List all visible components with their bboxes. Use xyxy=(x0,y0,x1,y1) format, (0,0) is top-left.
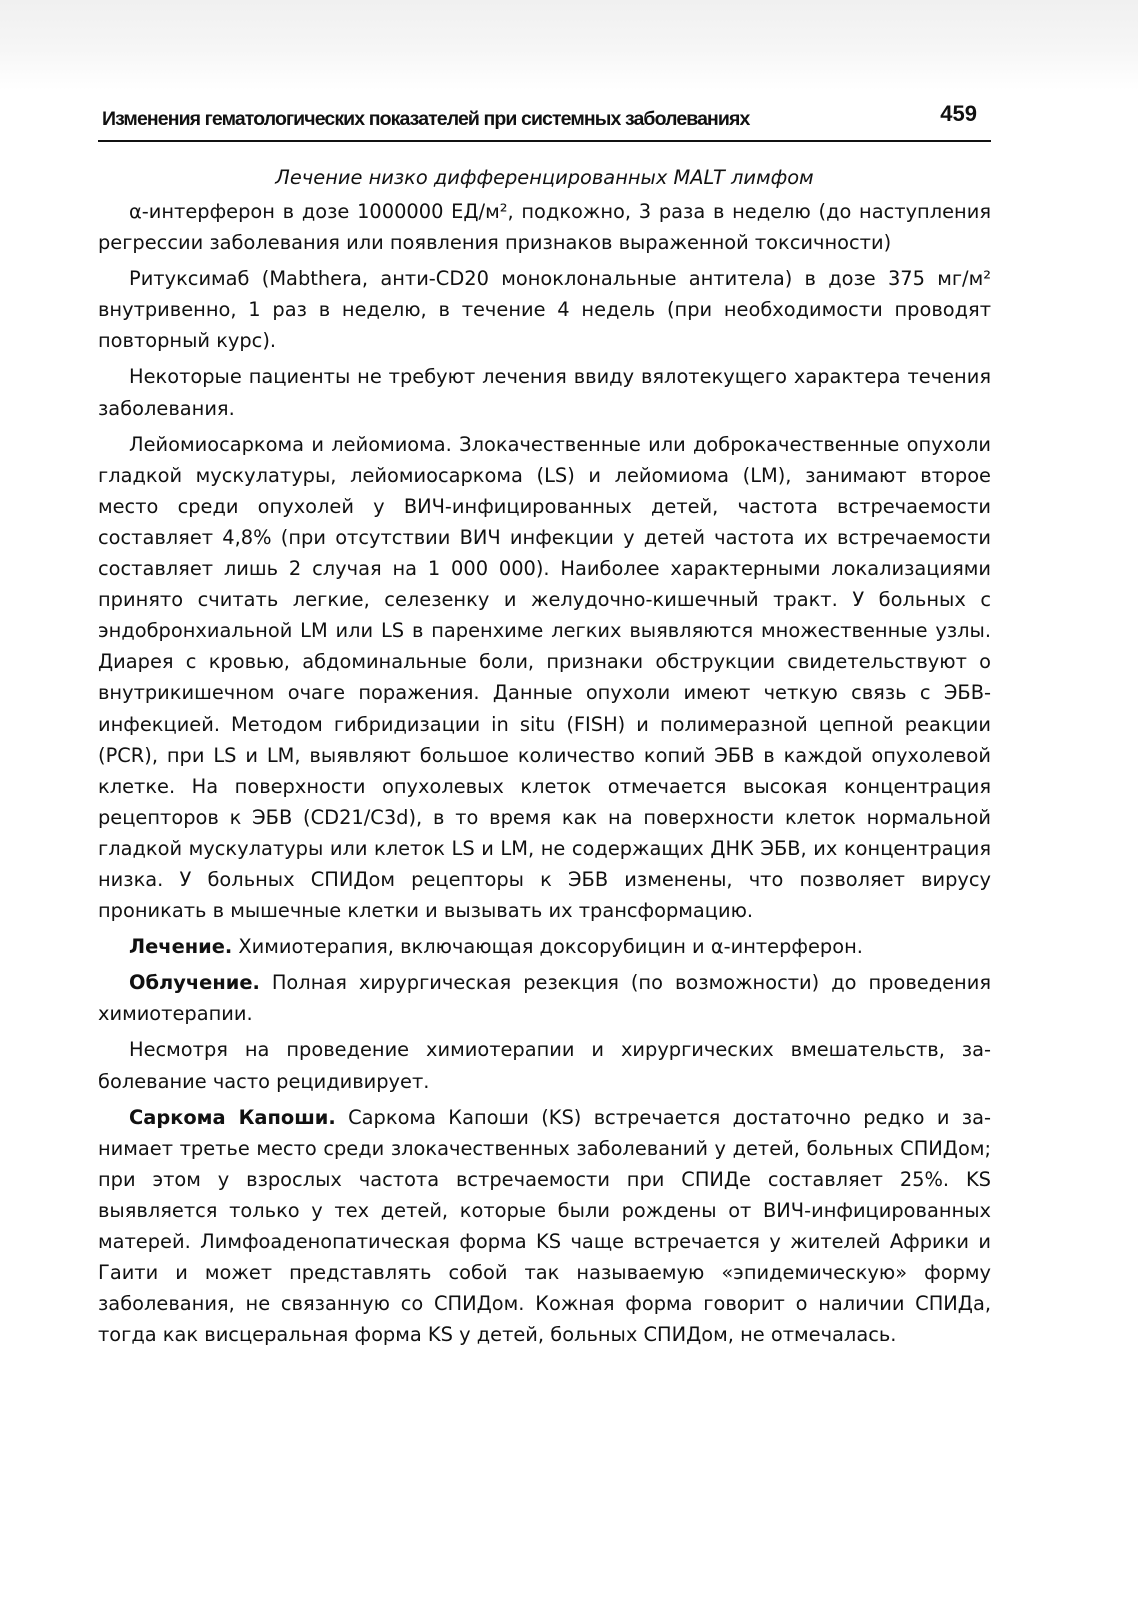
section-heading: Лечение низко дифференцированных MALT лимфом xyxy=(275,166,814,189)
paragraph xyxy=(98,931,991,962)
paragraph-run-in-heading: Облучение. xyxy=(129,971,260,995)
paragraph-text: Лейомиосаркома и лейомиома. Злокачественные или доброкачественные опухоли гладкой мускулатуры, лейомиосаркома (LS) и лейомиома (LM), занимают второе место среди опухолей у ВИЧ-инфицированных детей, частота встречаемости составляет 4,8% (при отсутствии ВИЧ инфекции у детей частота их встречаемости составляет лишь 2 случая на 1 000 000). Наиболее характерными локализациями принято считать легкие, селезенку и желудочно-кишечный тракт. У больных с эндобронхиальной LM или LS в паренхиме легких выявляются множественные узлы. Диарея с кровью, абдоминальные боли, признаки обструкции свидетельствуют о внутрикишечном очаге поражения. Данные опухоли имеют четкую связь с ЭБВ-инфекцией. Методом гибридизации in situ (FISH) и полимеразной цепной реакции (PCR), при LS и LM, выявляют большое количество копий ЭБВ в каждой опухолевой клетке. На поверхности опухолевых клеток отмечается высокая концентрация рецепторов к ЭБВ (CD21/C3d), в то время как на поверхности клеток нормальной гладкой мускулатуры или клеток LS и LM, не содержащих ДНК ЭБВ, их концентрация низка. У больных СПИДом рецепторы к ЭБВ изменены, что позволяет вирусу проникать в мышечные клетки и вызывать их трансформацию. xyxy=(98,432,991,923)
paragraph xyxy=(98,1034,991,1096)
paragraph-text: Химиотерапия, включающая доксорубицин и α-интерферон. xyxy=(232,935,863,959)
scan-shading xyxy=(0,0,1138,90)
paragraph xyxy=(98,429,991,927)
paragraph xyxy=(98,967,991,1029)
paragraph-text: Ритуксимаб (Mabthera, анти-CD20 моноклональные антитела) в дозе 375 мг/м² внутривенно, 1 раз в неделю, в течение 4 недель (при необходимости проводят повторный курс). xyxy=(98,267,991,353)
paragraph xyxy=(98,196,991,258)
paragraph-text: Полная хирургическая резекция (по возможности) до проведения химиотерапии. xyxy=(98,971,991,1026)
paragraph-text: Несмотря на проведение химиотерапии и хирургических вмешательств, заболевание часто рецидивирует. xyxy=(98,1038,991,1093)
paragraph-run-in-heading: Саркома Капоши. xyxy=(129,1105,336,1129)
running-title: Изменения гематологических показателей при системных заболеваниях xyxy=(102,108,750,130)
paragraph-text: Некоторые пациенты не требуют лечения ввиду вялотекущего характера течения заболевания. xyxy=(98,365,991,420)
paragraph xyxy=(98,263,991,356)
page-header xyxy=(98,100,991,142)
paragraph-text: α-интерферон в дозе 1000000 ЕД/м², подкожно, 3 раза в неделю (до наступления регрессии заболевания или появления признаков выраженной токсичности) xyxy=(98,200,991,255)
page-body xyxy=(98,160,991,1355)
paragraph-text: Саркома Капоши (KS) встречается достаточно редко и занимает третье место среди злокачественных заболеваний у детей, больных СПИДом; при этом у взрослых частота встречаемости при СПИДе составляет 25%. KS выявляется только у тех детей, которые были рождены от ВИЧ-инфицированных матерей. Лимфоаденопатическая форма KS чаще встречается у жителей Африки и Гаити и может представлять собой так называемую «эпидемическую» форму заболевания, не связанную со СПИДом. Кожная форма говорит о наличии СПИДа, тогда как висцеральная форма KS у детей, больных СПИДом, не отмечалась. xyxy=(98,1105,991,1347)
paragraph xyxy=(98,1102,991,1351)
page-number: 459 xyxy=(940,101,977,126)
paragraph xyxy=(98,361,991,423)
paragraph-run-in-heading: Лечение. xyxy=(129,935,233,959)
